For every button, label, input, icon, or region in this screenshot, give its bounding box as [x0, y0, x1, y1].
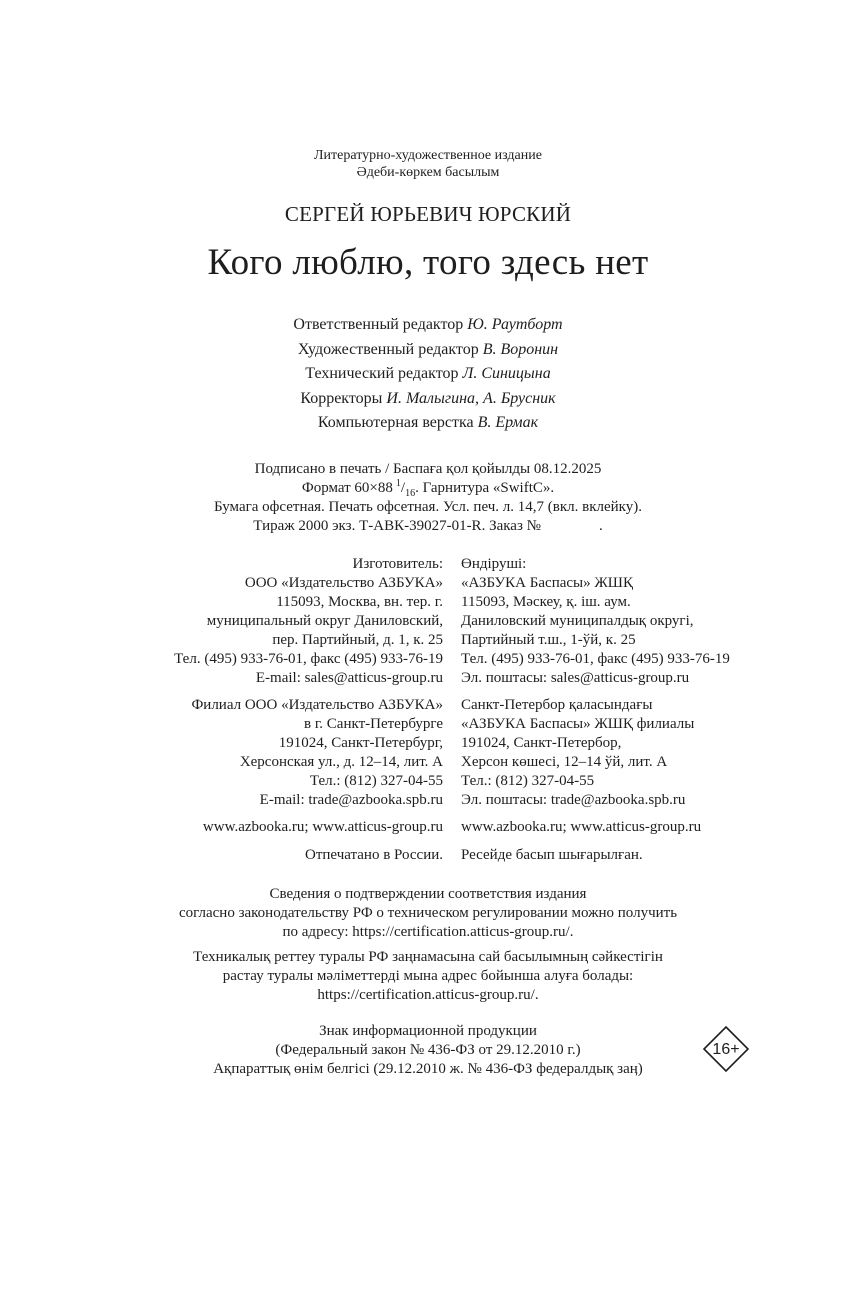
printed-ru: Отпечатано в России.: [305, 847, 443, 863]
imprint-block: [0, 460, 856, 536]
credit-line: Компьютерная верстка В. Ермак: [317, 414, 539, 431]
info-mark: Знак информационной продукции (Федеральный закон № 436-ФЗ от 29.12.2010 г.) Ақпараттық өнім белгісі (29.12.2010 ж. № 436-ФЗ федералдық заӊ): [213, 1023, 643, 1077]
book-title: Кого люблю, того здесь нет: [207, 242, 649, 283]
certification-kz: Техникалық реттеу туралы РФ заңнамасына сай басылымның сәйкестігін растау туралы мәліметтерді мына адрес бойынша алуға болады: https://certification.atticus-group.ru/.: [193, 949, 663, 1003]
imprint-paper: Бумага офсетная. Печать офсетная. Усл. печ. л. 14,7 (вкл. вклейку).: [214, 499, 642, 515]
credit-line: Ответственный редактор Ю. Раутборт: [293, 316, 563, 333]
credits-list: [0, 313, 856, 436]
age-rating-badge: [703, 1026, 749, 1072]
genre-ru: Литературно-художественное издание: [314, 148, 542, 163]
imprint-print-run: Тираж 2000 экз. Т-АВК-39027-01-R. Заказ № .: [253, 518, 603, 534]
certification-ru: Сведения о подтверждении соответствия издания согласно законодательству РФ о техническом регулировании можно получить по адресу: https://certification.atticus-group.ru/.: [178, 886, 678, 940]
credit-line: Корректоры И. Малыгина, А. Брусник: [300, 389, 556, 407]
website-ru: www.azbooka.ru; www.atticus-group.ru: [202, 819, 443, 835]
printed-kz: Ресейде басып шығарылған.: [461, 847, 643, 863]
branch-ru: Филиал ООО «Издательство АЗБУКА» в г. Санкт-Петербурге 191024, Санкт-Петербург, Херсонская ул., д. 12–14, лит. А Тел.: (812) 327-04-55 E-mail: trade@azbooka.spb.ru: [191, 697, 443, 808]
imprint-format: Формат 60×88 $^1/_{16}$. Гарнитура «SwiftC».: [301, 478, 555, 499]
credit-line: Художественный редактор В. Воронин: [297, 340, 559, 358]
genre-kz: Әдеби-көркем басылым: [356, 165, 500, 180]
author-name: СЕРГЕЙ ЮРЬЕВИЧ ЮРСКИЙ: [284, 202, 572, 226]
website-kz: www.azbooka.ru; www.atticus-group.ru: [461, 819, 702, 835]
manufacturer-ru: Изготовитель: ООО «Издательство АЗБУКА» 115093, Москва, вн. тер. г. муниципальный округ Даниловский, пер. Партийный, д. 1, к. 25 Тел. (495) 933-76-01, факс (495) 933-76-19 E-mail: sales@atticus-group.ru: [174, 556, 443, 686]
age-rating-label: 16+: [712, 1040, 740, 1058]
imprint-signed: Подписано в печать / Баспаға қол қойылды 08.12.2025: [254, 461, 602, 477]
branch-kz: Санкт-Петербор қаласындағы «АЗБУКА Баспасы» ЖШҚ филиалы 191024, Санкт-Петербор, Херсон көшесі, 12–14 ўй, лит. А Тел.: (812) 327-04-55 Эл. поштасы: trade@azbooka.spb.ru: [461, 697, 695, 808]
manufacturer-kz: Өндіруші: «АЗБУКА Баспасы» ЖШҚ 115093, Мәскеу, қ. іш. аум. Даниловский муниципалдық округі, Партийный т.ш., 1-ўй, к. 25 Тел. (495) 933-76-01, факс (495) 933-76-19 Эл. поштасы: sales@atticus-group.ru: [461, 556, 730, 686]
credit-line: Технический редактор Л. Синицына: [305, 365, 551, 382]
